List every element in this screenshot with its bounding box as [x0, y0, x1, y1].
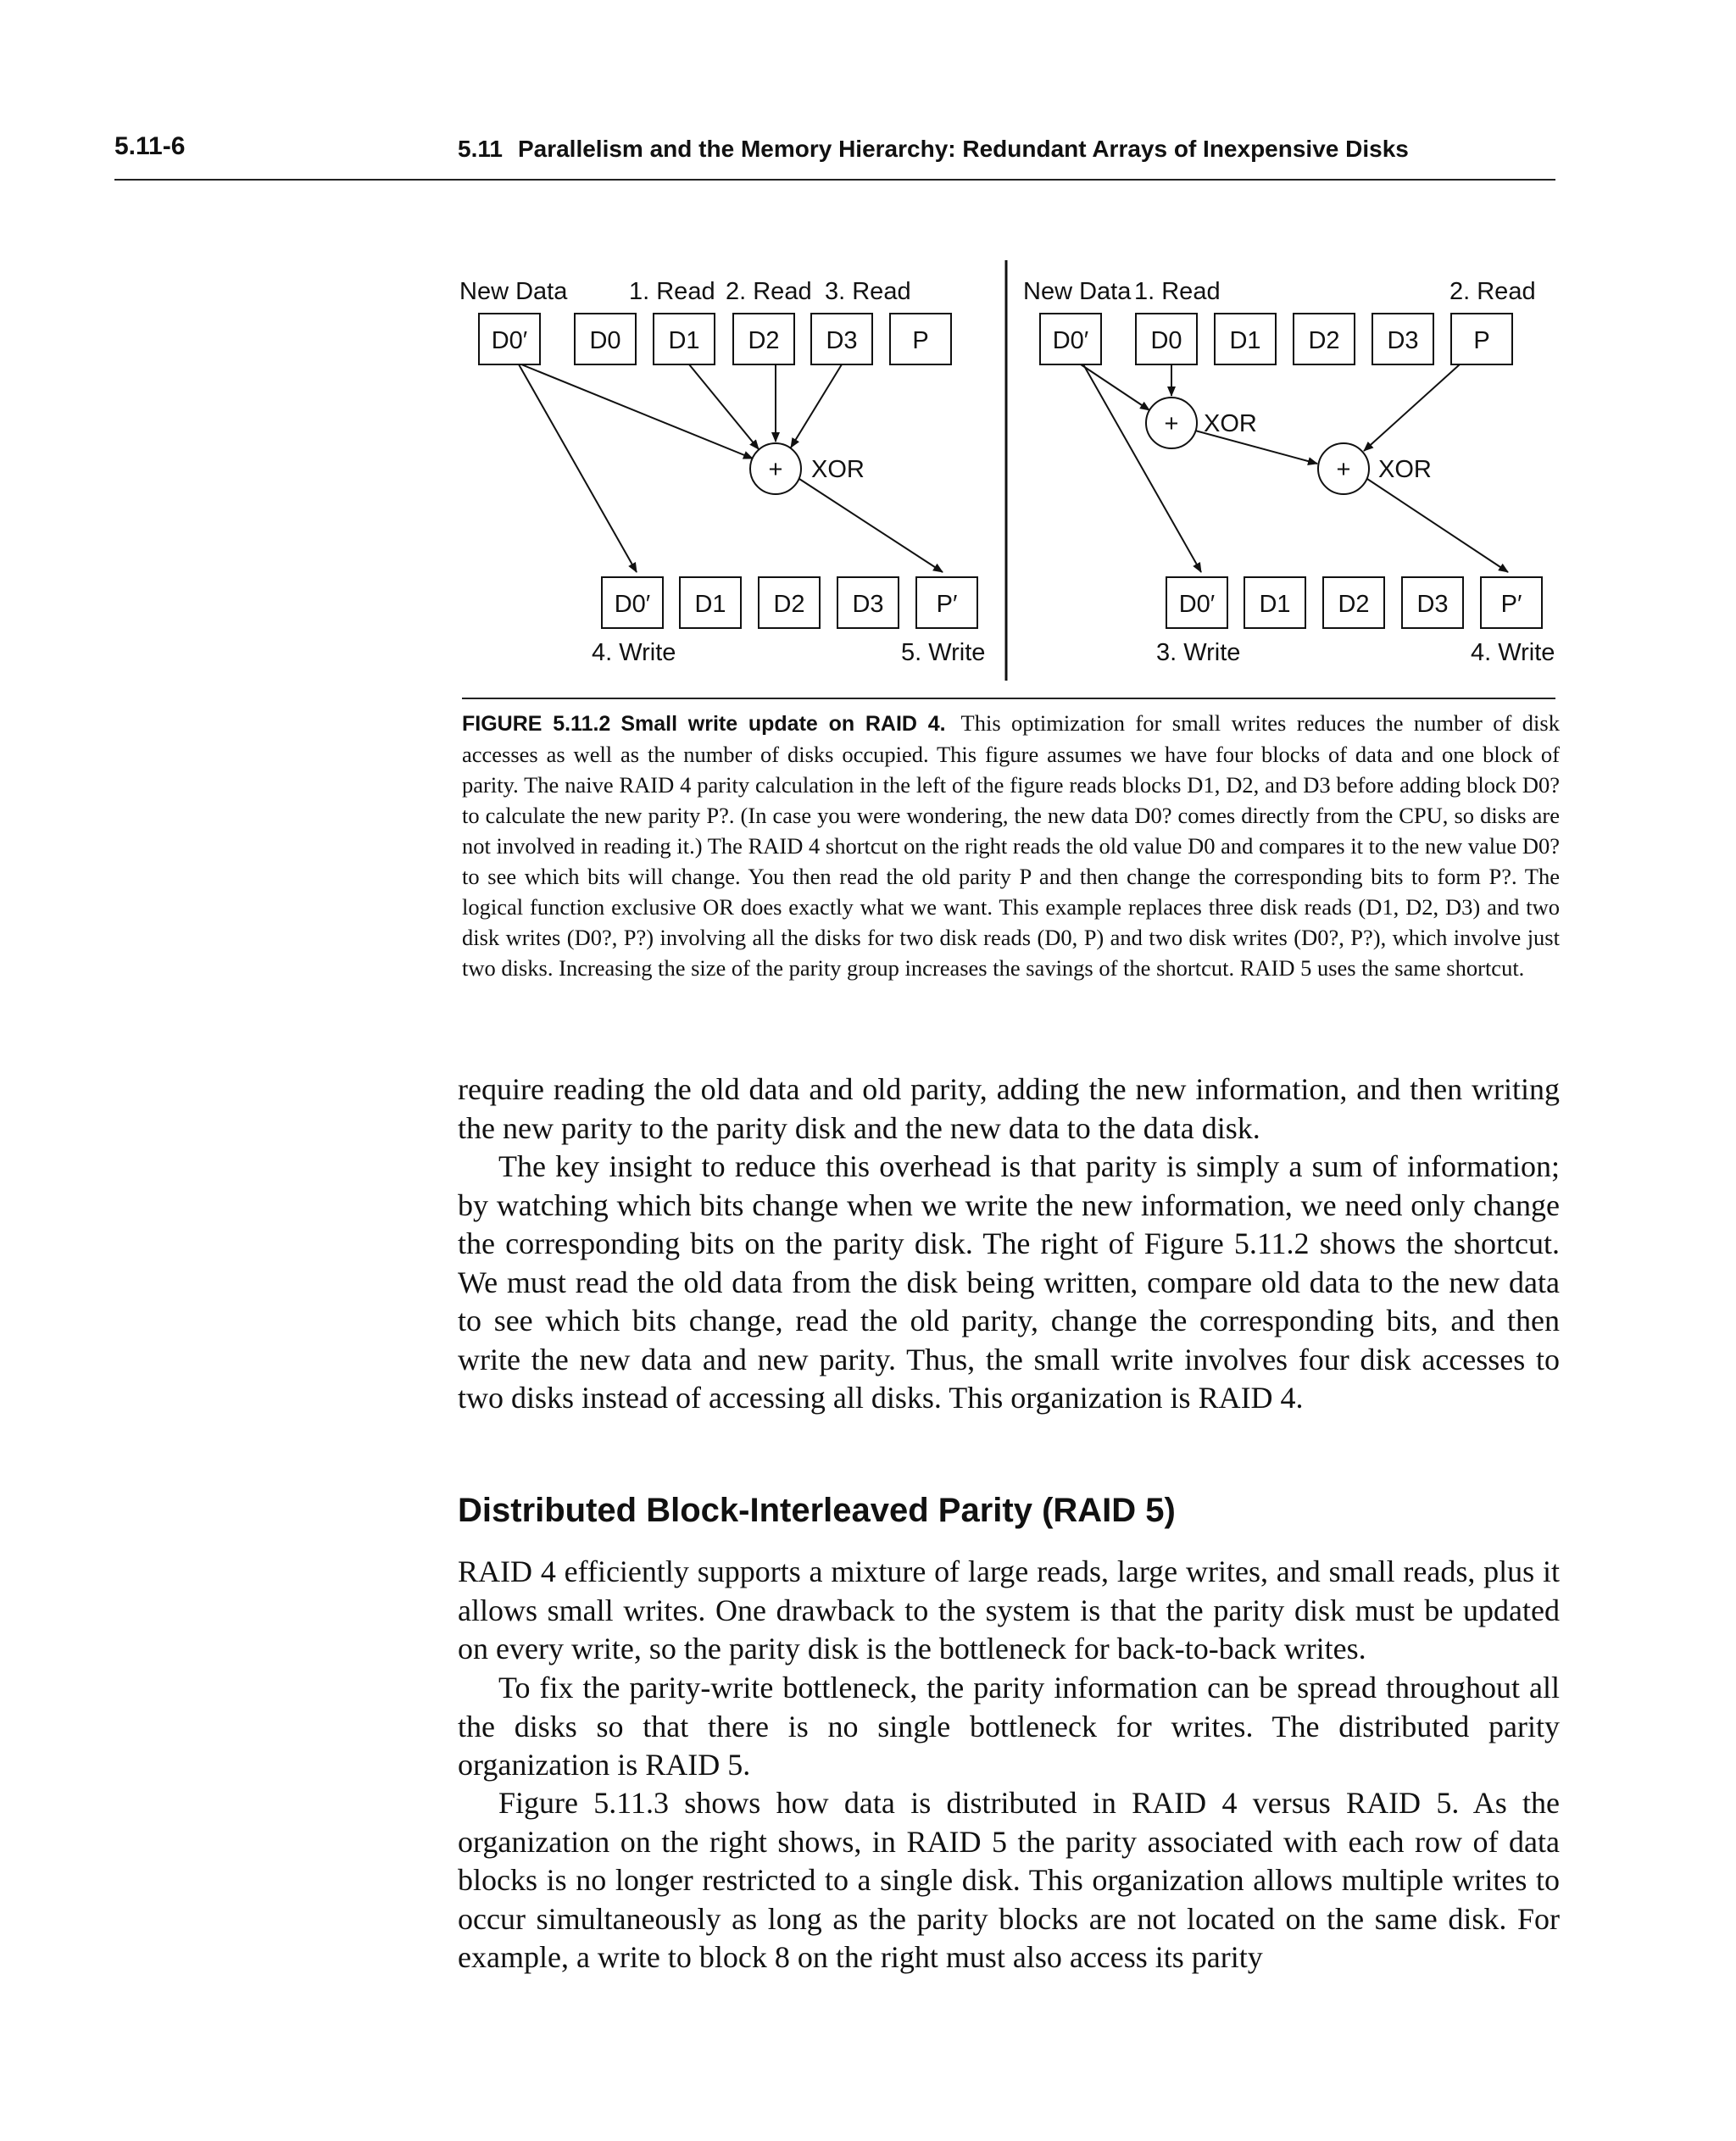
shortcut-update-panel	[1023, 278, 1555, 666]
left-read-2-label: 2. Read	[726, 278, 812, 305]
raid4-small-write-diagram	[449, 250, 1568, 691]
xor-plus-symbol: +	[1336, 456, 1351, 483]
caption-text: This optimization for small writes reduces the number of disk accesses as well as the number of disks occupied. This figure assumes we have four blocks of data and one block of parity. The naive RAID 4 parity calculation in the left of the figure reads blocks D1, D2, and D3 before adding block D0? to calculate the new parity P?. (In case you were wondering, the new data D0? comes directly from the CPU, so disks are not involved in reading it.) The RAID 4 shortcut on the right reads the old value D0 and compares it to the new value D0? to see which bits will change. You then read the old parity P and then change the corresponding bits to form P?. The logical function exclusive OR does exactly what we want. This example replaces three disk reads (D1, D2, D3) and two disk writes (D0?, P?) involving all the disks for two disk reads (D0, P) and two disk writes (D0?, P?), which involve just two disks. Increasing the size of the parity group increases the savings of the shortcut. RAID 5 uses the same shortcut.	[462, 710, 1560, 981]
left-top-block-new-d0	[479, 314, 540, 364]
block-label: D1	[1259, 591, 1291, 618]
section-heading: Distributed Block-Interleaved Parity (RAID 5)	[458, 1492, 1176, 1529]
block-label: D2	[748, 327, 780, 354]
right-xor-node-1	[1146, 398, 1257, 448]
right-bottom-block-d1	[1244, 577, 1305, 628]
header-rule	[114, 179, 1555, 181]
body-paragraph-2: The key insight to reduce this overhead is that parity is simply a sum of information; by watching which bits change when we write the new information, we need only change the corresponding bits on the parity disk. The right of Figure 5.11.2 shows the shortcut. We must read the old data from the disk being written, compare old data to the new data to see which bits change, read the old parity, change the corresponding bits, and then write the new data and new parity. Thus, the small write involves four disk accesses to two disks instead of accessing all disks. This organization is RAID 4.	[458, 1149, 1560, 1415]
left-xor-label: XOR	[811, 456, 865, 483]
left-top-block-d0	[575, 314, 636, 364]
right-top-block-d3	[1372, 314, 1433, 364]
left-write-5-label: 5. Write	[901, 639, 986, 666]
right-read-2-label: 2. Read	[1449, 278, 1536, 305]
right-write-3-label: 3. Write	[1156, 639, 1241, 666]
body-paragraph-3: RAID 4 efficiently supports a mixture of large reads, large writes, and small reads, plus it allows small writes. One drawback to the system is that the parity disk must be updated on every write, so the parity disk is the bottleneck for back-to-back writes.	[458, 1554, 1560, 1666]
block-label: D0′	[1178, 591, 1216, 618]
running-header	[458, 136, 1409, 163]
body-paragraph-4: To fix the parity-write bottleneck, the parity information can be spread throughout all the disks so that there is no single bottleneck for writes. The distributed parity organization is RAID 5.	[458, 1671, 1560, 1782]
left-bottom-block-d1	[680, 577, 741, 628]
right-xor-2-label: XOR	[1378, 456, 1432, 483]
right-read-1-label: 1. Read	[1134, 278, 1221, 305]
left-bottom-block-new-d0	[602, 577, 663, 628]
block-label: D1	[1229, 327, 1261, 354]
right-new-data-label: New Data	[1023, 278, 1132, 305]
block-label: P	[1473, 327, 1490, 354]
figure-label: FIGURE 5.11.2	[462, 712, 611, 736]
right-bottom-block-new-parity	[1481, 577, 1542, 628]
figure-title: Small write update on RAID 4.	[620, 712, 946, 736]
block-label: D0′	[614, 591, 651, 618]
section-number: 5.11	[458, 136, 503, 162]
right-xor-1-label: XOR	[1204, 410, 1257, 437]
left-top-block-parity	[890, 314, 951, 364]
block-label: D0′	[491, 327, 528, 354]
block-label: D0′	[1052, 327, 1089, 354]
body-paragraph-1: require reading the old data and old parity, adding the new information, and then writing the new parity to the parity disk and the new data to the data disk.	[458, 1072, 1560, 1145]
xor-plus-symbol: +	[1164, 410, 1179, 437]
block-label: D2	[1338, 591, 1370, 618]
body-paragraph-5: Figure 5.11.3 shows how data is distributed in RAID 4 versus RAID 5. As the organization on the right shows, in RAID 5 the parity associated with each row of data blocks is no longer restricted to a single disk. This organization allows multiple writes to occur simultaneously as long as the parity blocks are not located on the same disk. For example, a write to block 8 on the right must also access its parity	[458, 1786, 1560, 1974]
right-top-block-d2	[1294, 314, 1355, 364]
naive-update-panel	[459, 278, 985, 666]
block-label: P	[912, 327, 929, 354]
left-bottom-block-d2	[759, 577, 820, 628]
right-top-block-d0	[1136, 314, 1197, 364]
right-top-block-new-d0	[1040, 314, 1101, 364]
block-label: D3	[1387, 327, 1419, 354]
block-label: D0	[589, 327, 621, 354]
right-bottom-block-d3	[1402, 577, 1463, 628]
block-label: D2	[1308, 327, 1340, 354]
left-top-block-d1	[654, 314, 715, 364]
block-label: D2	[773, 591, 805, 618]
right-write-4-label: 4. Write	[1471, 639, 1555, 666]
page-number: 5.11-6	[114, 132, 186, 160]
left-read-3-label: 3. Read	[825, 278, 911, 305]
left-arrows	[519, 364, 943, 572]
left-read-1-label: 1. Read	[629, 278, 715, 305]
left-bottom-block-new-parity	[916, 577, 977, 628]
right-top-block-parity	[1451, 314, 1512, 364]
block-label: D3	[826, 327, 858, 354]
block-label: D3	[852, 591, 884, 618]
block-label: P′	[936, 591, 958, 618]
figure-rule	[462, 698, 1555, 699]
right-bottom-block-d2	[1323, 577, 1384, 628]
block-label: D1	[668, 327, 700, 354]
right-arrows	[1081, 364, 1508, 572]
block-label: D0	[1150, 327, 1182, 354]
block-label: P′	[1500, 591, 1522, 618]
right-bottom-block-new-d0	[1166, 577, 1227, 628]
xor-plus-symbol: +	[768, 456, 783, 483]
left-top-block-d2	[733, 314, 794, 364]
left-new-data-label: New Data	[459, 278, 568, 305]
left-write-4-label: 4. Write	[592, 639, 676, 666]
left-bottom-block-d3	[837, 577, 899, 628]
right-xor-node-2	[1318, 443, 1432, 494]
left-xor-node	[750, 443, 865, 494]
left-top-block-d3	[811, 314, 872, 364]
figure-caption	[462, 708, 1560, 983]
block-label: D3	[1416, 591, 1449, 618]
right-top-block-d1	[1215, 314, 1276, 364]
block-label: D1	[694, 591, 726, 618]
section-title: Parallelism and the Memory Hierarchy: Redundant Arrays of Inexpensive Disks	[517, 136, 1409, 162]
